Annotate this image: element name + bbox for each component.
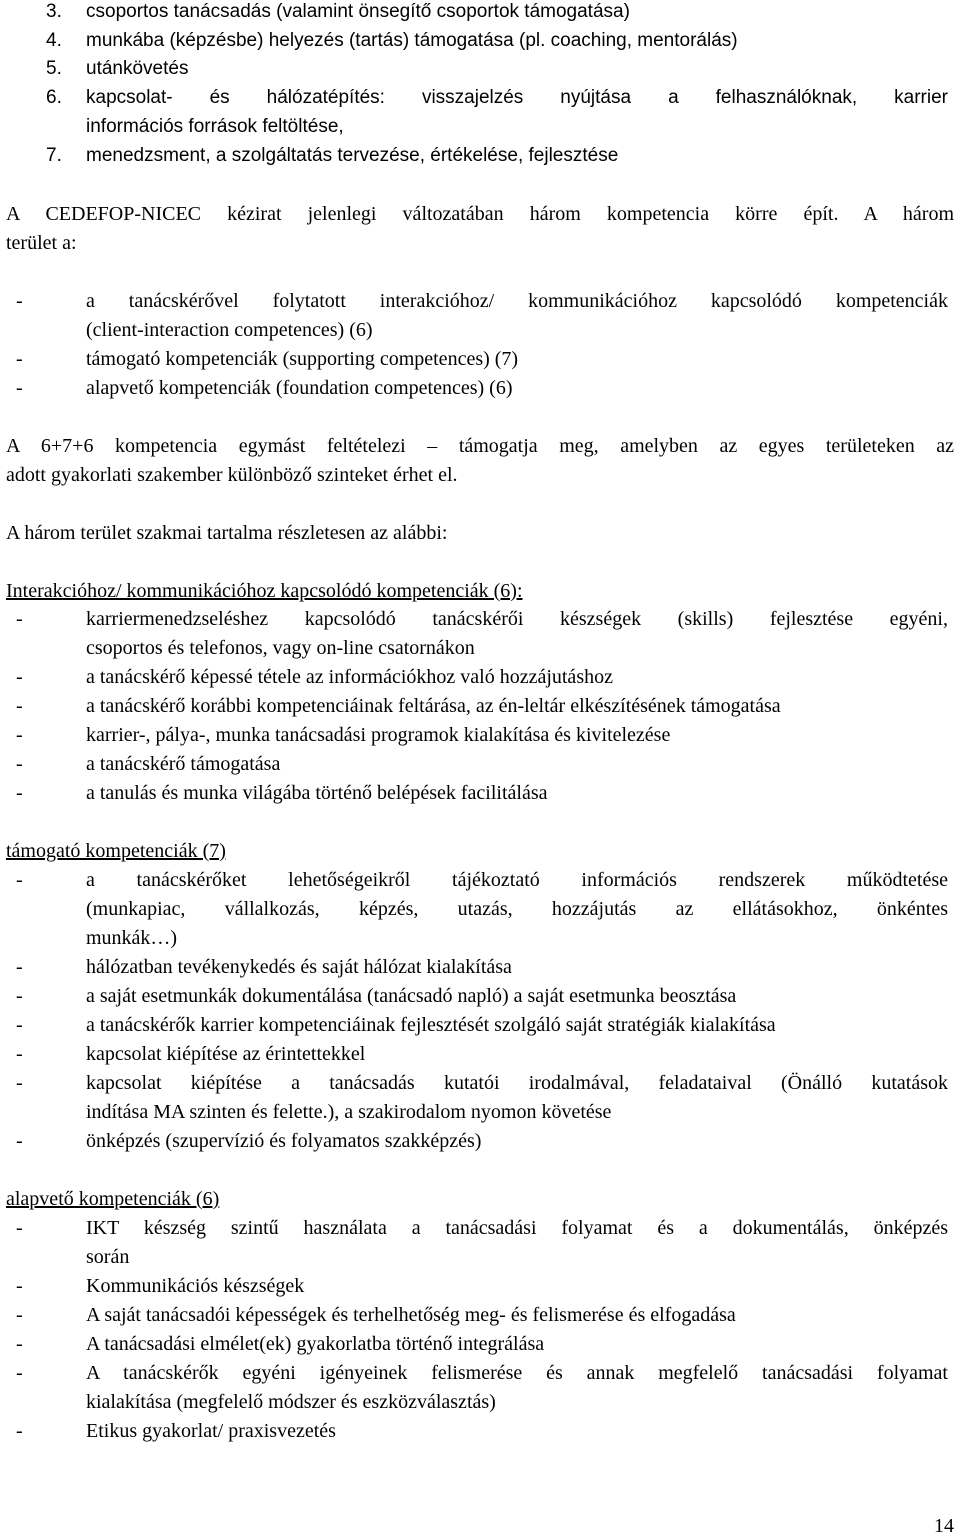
competence-text: (munkapiac, vállalkozás, képzés, utazás, hozzájutás az ellátásokhoz, önkéntes: [86, 898, 948, 920]
paragraph-line: adott gyakorlati szakember különböző szinteket érhet el.: [6, 464, 458, 486]
competence-text: a tanácskérő képessé tétele az információkhoz való hozzájutáshoz: [86, 666, 613, 688]
bullet-dash: -: [16, 695, 23, 717]
bullet-dash: -: [16, 1217, 23, 1239]
intro-line: A CEDEFOP-NICEC kézirat jelenlegi változatában három kompetencia körre épít. A három: [6, 203, 954, 225]
list-text: utánkövetés: [86, 58, 189, 79]
bullet-dash: -: [16, 869, 23, 891]
competence-text: Etikus gyakorlat/ praxisvezetés: [86, 1420, 336, 1442]
competence-text: hálózatban tevékenykedés és saját hálózat kialakítása: [86, 956, 512, 978]
competence-text: csoportos és telefonos, vagy on-line csatornákon: [86, 637, 475, 659]
bullet-dash: -: [16, 1014, 23, 1036]
competence-text: kialakítása (megfelelő módszer és eszközválasztás): [86, 1391, 496, 1413]
paragraph-line: A 6+7+6 kompetencia egymást feltételezi – támogatja meg, amelyben az egyes területeken az: [6, 435, 954, 457]
bullet-dash: -: [16, 1130, 23, 1152]
section-heading: Interakcióhoz/ kommunikációhoz kapcsolódó kompetenciák (6):: [6, 580, 523, 602]
competence-text: a tanácskérő korábbi kompetenciáinak feltárása, az én-leltár elkészítésének támogatása: [86, 695, 781, 717]
competence-text: IKT készség szintű használata a tanácsadási folyamat és a dokumentálás, önképzés: [86, 1217, 948, 1239]
bullet-dash: -: [16, 1333, 23, 1355]
bullet-dash: -: [16, 348, 23, 370]
list-text: információs források feltöltése,: [86, 116, 344, 137]
intro-line: terület a:: [6, 232, 77, 254]
area-text: (client-interaction competences) (6): [86, 319, 373, 341]
list-text: kapcsolat- és hálózatépítés: visszajelzés nyújtása a felhasználóknak, karrier: [86, 87, 948, 108]
competence-text: A tanácsadási elmélet(ek) gyakorlatba történő integrálása: [86, 1333, 545, 1355]
list-number: 4.: [46, 30, 62, 51]
bullet-dash: -: [16, 290, 23, 312]
competence-text: indítása MA szinten és felette.), a szakirodalom nyomon követése: [86, 1101, 612, 1123]
competence-text: a saját esetmunkák dokumentálása (tanácsadó napló) a saját esetmunka beosztása: [86, 985, 737, 1007]
competence-text: Kommunikációs készségek: [86, 1275, 305, 1297]
bullet-dash: -: [16, 1362, 23, 1384]
list-number: 7.: [46, 145, 62, 166]
section-heading: alapvető kompetenciák (6): [6, 1188, 220, 1210]
bullet-dash: -: [16, 956, 23, 978]
competence-text: kapcsolat kiépítése az érintettekkel: [86, 1043, 366, 1065]
competence-text: munkák…): [86, 927, 178, 949]
section-heading: támogató kompetenciák (7): [6, 840, 226, 862]
competence-text: a tanácskérőket lehetőségeikről tájékoztató információs rendszerek működtetése: [86, 869, 948, 891]
bullet-dash: -: [16, 782, 23, 804]
bullet-dash: -: [16, 377, 23, 399]
area-text: alapvető kompetenciák (foundation competences) (6): [86, 377, 513, 399]
competence-text: önképzés (szupervízió és folyamatos szakképzés): [86, 1130, 482, 1152]
competence-text: a tanácskérő támogatása: [86, 753, 281, 775]
list-number: 3.: [46, 1, 62, 22]
bullet-dash: -: [16, 1275, 23, 1297]
bullet-dash: -: [16, 753, 23, 775]
competence-text: a tanácskérők karrier kompetenciáinak fejlesztését szolgáló saját stratégiák kialakítása: [86, 1014, 776, 1036]
bullet-dash: -: [16, 1304, 23, 1326]
area-text: a tanácskérővel folytatott interakcióhoz/ kommunikációhoz kapcsolódó kompetenciák: [86, 290, 948, 312]
paragraph-line: A három terület szakmai tartalma részletesen az alábbi:: [6, 522, 448, 544]
bullet-dash: -: [16, 608, 23, 630]
list-number: 6.: [46, 87, 62, 108]
bullet-dash: -: [16, 1043, 23, 1065]
area-text: támogató kompetenciák (supporting competences) (7): [86, 348, 519, 370]
bullet-dash: -: [16, 1420, 23, 1442]
competence-text: A saját tanácsadói képességek és terhelhetőség meg- és felismerése és elfogadása: [86, 1304, 736, 1326]
list-text: csoportos tanácsadás (valamint önsegítő csoportok támogatása): [86, 1, 630, 22]
competence-text: kapcsolat kiépítése a tanácsadás kutatói irodalmával, feladataival (Önálló kutatások: [86, 1072, 948, 1094]
list-number: 5.: [46, 58, 62, 79]
competence-text: során: [86, 1246, 130, 1268]
competence-text: karriermenedzseléshez kapcsolódó tanácskérői készségek (skills) fejlesztése egyéni,: [86, 608, 948, 630]
bullet-dash: -: [16, 666, 23, 688]
bullet-dash: -: [16, 985, 23, 1007]
page-number: 14: [934, 1515, 954, 1537]
competence-text: a tanulás és munka világába történő belépések facilitálása: [86, 782, 548, 804]
list-text: menedzsment, a szolgáltatás tervezése, értékelése, fejlesztése: [86, 145, 619, 166]
bullet-dash: -: [16, 1072, 23, 1094]
competence-text: A tanácskérők egyéni igényeinek felismerése és annak megfelelő tanácsadási folyamat: [86, 1362, 948, 1384]
competence-text: karrier-, pálya-, munka tanácsadási programok kialakítása és kivitelezése: [86, 724, 671, 746]
bullet-dash: -: [16, 724, 23, 746]
list-text: munkába (képzésbe) helyezés (tartás) támogatása (pl. coaching, mentorálás): [86, 30, 738, 51]
